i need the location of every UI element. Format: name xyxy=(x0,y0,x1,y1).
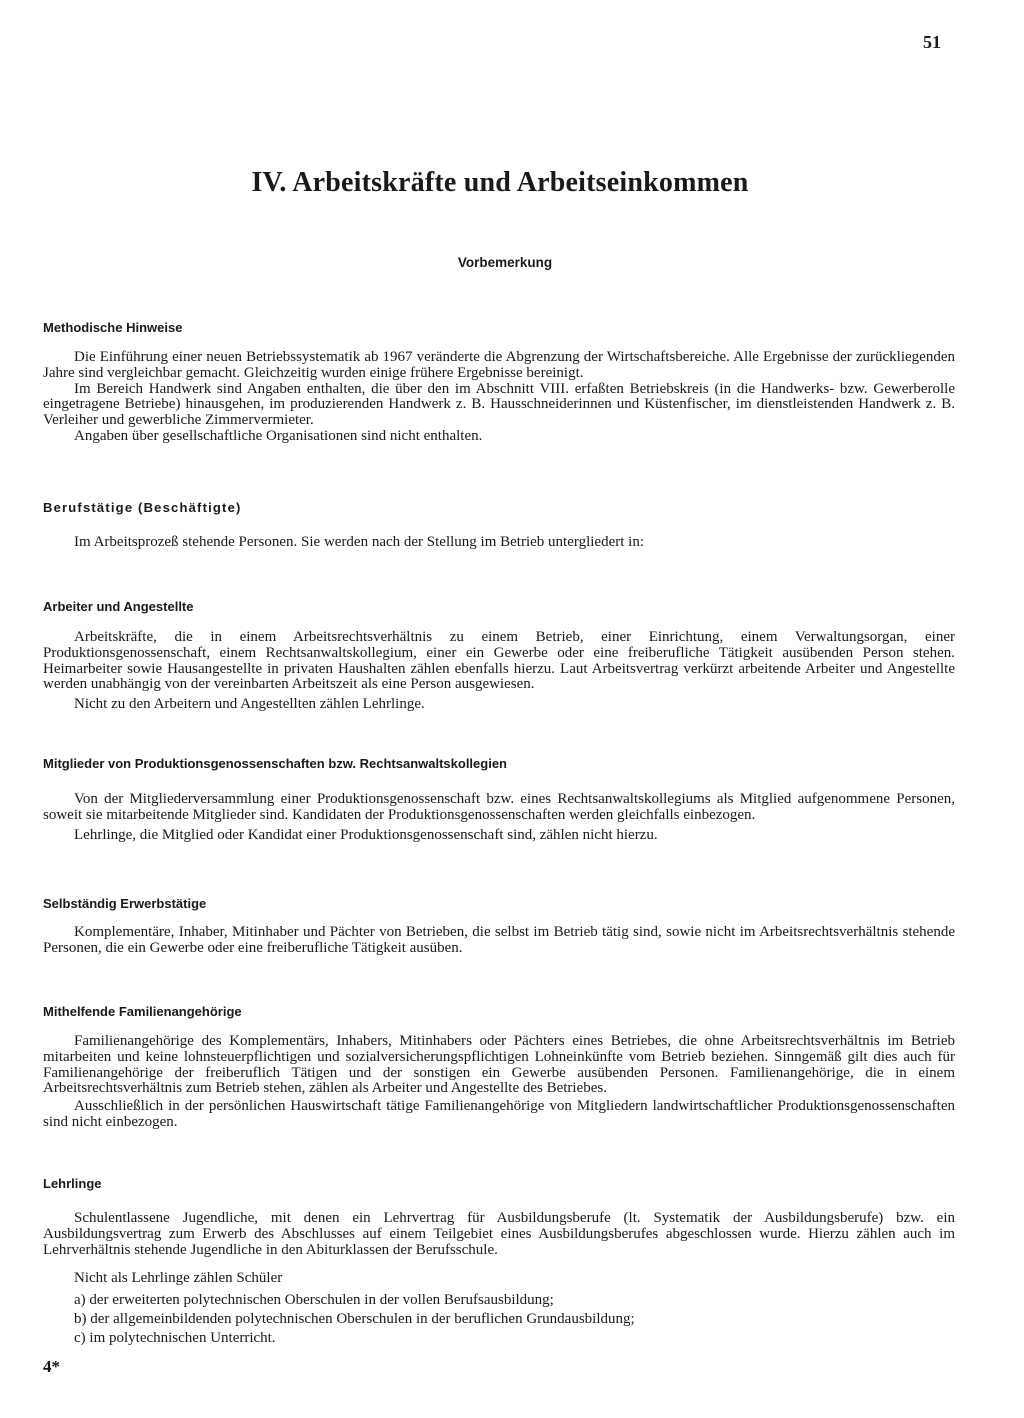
section-subtitle: Vorbemerkung xyxy=(457,255,553,270)
list-item: c) im polytechnischen Unterricht. xyxy=(74,1329,276,1346)
paragraph: Komplementäre, Inhaber, Mitinhaber und Pächter von Betrieben, die selbst im Betrieb tätig sind, sowie nicht im Arbeitsrechtsverhältnis stehende Personen, die ein Gewerbe oder eine freiberufliche Tätigkeit ausüben. xyxy=(43,924,955,956)
paragraph: Im Arbeitsprozeß stehende Personen. Sie werden nach der Stellung im Betrieb untergliedert in: xyxy=(74,534,644,550)
exclusion-list xyxy=(43,1293,955,1346)
paragraph: Nicht zu den Arbeitern und Angestellten zählen Lehrlinge. xyxy=(74,696,425,713)
section-selbstaendig-erwerbstaetige xyxy=(43,925,955,957)
heading-mitglieder: Mitglieder von Produktionsgenossenschaften bzw. Rechtsanwaltskollegien xyxy=(43,756,507,771)
heading-lehrlinge: Lehrlinge xyxy=(43,1176,102,1191)
section-arbeiter-und-angestellte xyxy=(43,630,955,713)
section-methodische-hinweise xyxy=(43,350,955,445)
paragraph: Von der Mitgliederversammlung einer Produktionsgenossenschaft bzw. eines Rechtsanwaltskollegiums als Mitglied aufgenommene Personen, soweit sie mitarbeitende Mitglieder sind. Kandidaten der Produktionsgenossenschaften werden gleichfalls einbezogen. xyxy=(43,791,955,823)
heading-methodische-hinweise: Methodische Hinweise xyxy=(43,320,183,335)
section-mithelfende-familienangehoerige xyxy=(43,1034,955,1131)
paragraph: Schulentlassene Jugendliche, mit denen ein Lehrvertrag für Ausbildungsberufe (lt. Systematik der Ausbildungsberufe) bzw. ein Ausbildungsvertrag zum Erwerb des Abschlusses auf einem Teilgebiet eines Ausbildungsberufes abgeschlossen wurde. Hierzu zählen auch im Lehrverhältnis stehende Jugendliche in den Abiturklassen der Berufsschule. xyxy=(43,1210,955,1258)
section-berufstaetige xyxy=(43,535,955,551)
paragraph: Angaben über gesellschaftliche Organisationen sind nicht enthalten. xyxy=(74,427,483,444)
paragraph: Im Bereich Handwerk sind Angaben enthalten, die über den im Abschnitt VIII. erfaßten Betriebskreis (in die Handwerks- bzw. Gewerberolle eingetragene Betriebe) hinausgehen, im produzierenden Handwerk z. B. Hausschneiderinnen und Küstenfischer, im dienstleistenden Handwerk z. B. Verleiher und gewerbliche Zimmervermieter. xyxy=(43,380,955,429)
paragraph: Lehrlinge, die Mitglied oder Kandidat einer Produktionsgenossenschaft sind, zählen nicht hierzu. xyxy=(74,826,658,843)
list-item: b) der allgemeinbildenden polytechnischen Oberschulen in der beruflichen Grundausbildung; xyxy=(74,1310,635,1327)
heading-arbeiter-und-angestellte: Arbeiter und Angestellte xyxy=(43,599,194,614)
paragraph: Ausschließlich in der persönlichen Hauswirtschaft tätige Familienangehörige von Mitgliedern landwirtschaftlicher Produktionsgenossenschaften sind nicht einbezogen. xyxy=(43,1098,955,1130)
section-lehrlinge xyxy=(43,1211,955,1350)
paragraph: Nicht als Lehrlinge zählen Schüler xyxy=(74,1270,283,1287)
page-number: 51 xyxy=(923,32,941,52)
heading-selbstaendig-erwerbstaetige: Selbständig Erwerbstätige xyxy=(43,896,207,911)
paragraph: Arbeitskräfte, die in einem Arbeitsrechtsverhältnis zu einem Betrieb, einer Einrichtung, einem Verwaltungsorgan, einer Produktionsgenossenschaft, einem Rechtsanwaltskollegium, einer ein Gewerbe oder eine freiberufliche Tätigkeit ausübenden Person stehen. Heimarbeiter sowie Hausangestellte in privaten Haushalten zählen ebenfalls hierzu. Laut Arbeitsvertrag verkürzt arbeitende Arbeiter und Angestellte werden unabhängig von der vereinbarten Arbeitszeit als eine Person ausgewiesen. xyxy=(43,629,955,693)
heading-berufstaetige: Berufstätige (Beschäftigte) xyxy=(43,500,242,515)
signature-mark: 4* xyxy=(43,1357,60,1376)
paragraph: Familienangehörige des Komplementärs, Inhabers, Mitinhabers oder Pächters eines Betriebes, die ohne Arbeitsrechtsverhältnis im Betrieb mitarbeiten und keine lohnsteuerpflichtigen und sozialversicherungspflichtigen Lohneinkünfte vom Betrieb beziehen. Sinngemäß gilt dies auch für Familienangehörige der freiberuflich Tätigen und der sonstigen ein Gewerbe ausübenden Personen. Familienangehörige, die in einem Arbeitsrechtsverhältnis zum Betrieb stehen, zählen als Arbeiter und Angestellte des Betriebes. xyxy=(43,1033,955,1097)
section-mitglieder xyxy=(43,792,955,843)
heading-mithelfende-familienangehoerige: Mithelfende Familienangehörige xyxy=(43,1004,242,1019)
chapter-title: IV. Arbeitskräfte und Arbeitseinkommen xyxy=(251,167,749,198)
list-item: a) der erweiterten polytechnischen Oberschulen in der vollen Berufsausbildung; xyxy=(74,1292,554,1309)
paragraph: Die Einführung einer neuen Betriebssystematik ab 1967 veränderte die Abgrenzung der Wirtschaftsbereiche. Alle Ergebnisse der zurückliegenden Jahre sind vergleichbar gemacht. Gleichzeitig wurden einige frühere Ergebnisse bereinigt. xyxy=(43,349,955,381)
